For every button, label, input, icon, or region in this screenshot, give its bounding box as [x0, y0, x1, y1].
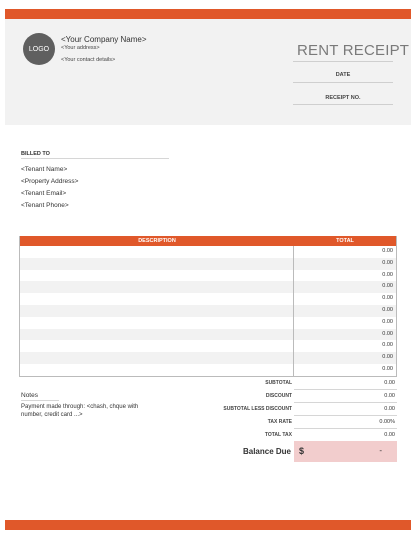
row-total-cell: 0.00 — [382, 342, 393, 349]
row-description-cell — [20, 281, 294, 293]
subtotal-value: 0.00 — [384, 380, 395, 386]
discount-label: DISCOUNT — [265, 393, 292, 399]
table-row — [20, 258, 396, 270]
items-rows — [20, 246, 396, 376]
table-row — [20, 305, 396, 317]
row-total-cell: 0.00 — [382, 306, 393, 313]
row-total-cell: 0.00 — [382, 365, 393, 372]
total-header: TOTAL — [336, 238, 354, 244]
receipt-number-label: RECEIPT NO. — [325, 95, 361, 101]
table-row — [20, 293, 396, 305]
total-tax-value: 0.00 — [384, 432, 395, 438]
balance-due-value: - — [379, 446, 382, 455]
subtotal-line — [294, 389, 397, 390]
receipt-title: RENT RECEIPT — [297, 42, 410, 59]
property-address: <Property Address> — [21, 178, 79, 185]
row-description-cell — [20, 352, 294, 364]
row-total-cell: 0.00 — [382, 259, 393, 266]
billed-to-label: BILLED TO — [21, 151, 50, 157]
row-description-cell — [20, 364, 294, 376]
balance-currency: $ — [299, 446, 305, 456]
title-underline — [293, 61, 393, 62]
table-row — [20, 270, 396, 282]
date-line — [293, 82, 393, 83]
tax-rate-label: TAX RATE — [267, 419, 292, 425]
balance-due-box — [294, 441, 397, 462]
discount-line — [294, 402, 397, 403]
table-row — [20, 246, 396, 258]
row-total-cell: 0.00 — [382, 330, 393, 337]
date-label: DATE — [335, 72, 351, 78]
balance-due-label: Balance Due — [242, 447, 291, 456]
billed-to-divider — [21, 158, 169, 159]
tenant-email: <Tenant Email> — [21, 190, 67, 197]
table-row — [20, 340, 396, 352]
row-description-cell — [20, 305, 294, 317]
notes-text: Payment made through: <chash, chque with number, credit card ...> — [21, 404, 139, 418]
subtotal-less-discount-label: SUBTOTAL LESS DISCOUNT — [223, 406, 292, 412]
row-total-cell: 0.00 — [382, 318, 393, 325]
discount-value: 0.00 — [384, 393, 395, 399]
items-table-header — [20, 236, 396, 246]
subtotal-less-discount-line — [294, 415, 397, 416]
description-header: DESCRIPTION — [138, 238, 176, 244]
row-description-cell — [20, 246, 294, 258]
tax-rate-line — [294, 428, 397, 429]
subtotal-less-discount-value: 0.00 — [384, 406, 395, 412]
tenant-name: <Tenant Name> — [21, 166, 68, 173]
table-row — [20, 329, 396, 341]
row-description-cell — [20, 270, 294, 282]
row-description-cell — [20, 293, 294, 305]
tax-rate-value: 0.00% — [379, 419, 395, 425]
company-name: <Your Company Name> — [61, 35, 147, 44]
table-row — [20, 364, 396, 376]
receipt-header — [5, 19, 411, 125]
company-logo: LOGO — [23, 33, 55, 65]
notes-label: Notes — [21, 392, 38, 399]
table-row — [20, 281, 396, 293]
row-description-cell — [20, 317, 294, 329]
receipt-number-line — [293, 104, 393, 105]
items-table — [19, 236, 397, 377]
company-contact: <Your contact details> — [61, 57, 116, 63]
row-description-cell — [20, 340, 294, 352]
row-description-cell — [20, 329, 294, 341]
bottom-accent-bar — [5, 520, 411, 530]
row-total-cell: 0.00 — [382, 354, 393, 361]
row-total-cell: 0.00 — [382, 283, 393, 290]
row-total-cell: 0.00 — [382, 271, 393, 278]
row-total-cell: 0.00 — [382, 295, 393, 302]
table-row — [20, 317, 396, 329]
tenant-phone: <Tenant Phone> — [21, 202, 69, 209]
row-total-cell: 0.00 — [382, 248, 393, 254]
company-address: <Your address> — [61, 45, 100, 51]
row-description-cell — [20, 258, 294, 270]
total-tax-label: TOTAL TAX — [264, 432, 292, 438]
top-accent-bar — [5, 9, 411, 19]
subtotal-label: SUBTOTAL — [265, 380, 292, 386]
notes-divider — [21, 400, 59, 401]
table-row — [20, 352, 396, 364]
